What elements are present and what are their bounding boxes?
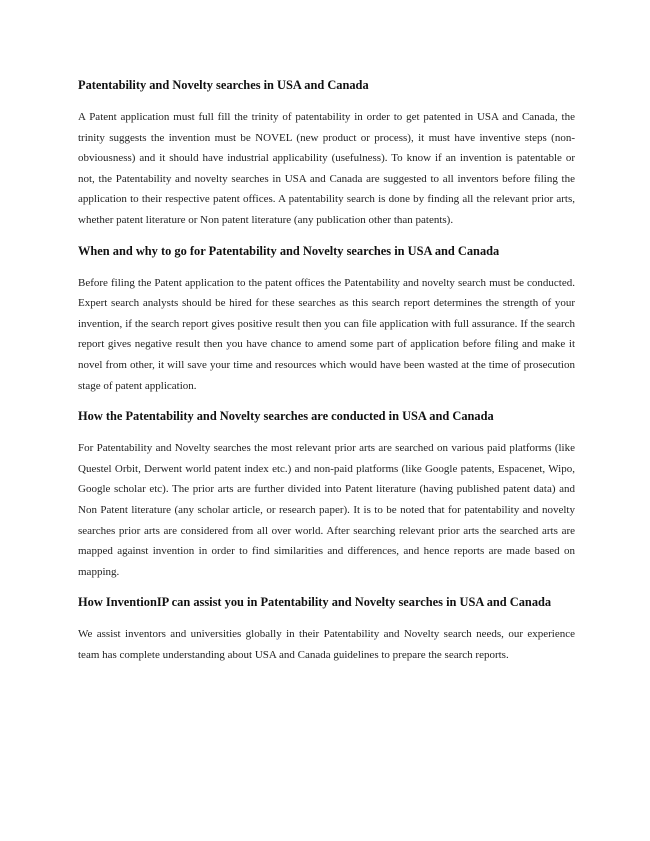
section-heading: How the Patentability and Novelty searches are conducted in USA and Canada	[78, 409, 494, 424]
section-paragraph: Before filing the Patent application to the patent offices the Patentability and novelty search must be conducted. Expert search analysts should be hired for these searches as this search report determines the strength of your invention, if the search report gives positive result then you can file application with full assurance. If the search report gives negative result then you have chance to amend some part of application before filing and make it novel from other, it will save your time and resources which would have been wasted at the time of prosecution stage of patent application.	[78, 276, 575, 392]
section-heading: When and why to go for Patentability and Novelty searches in USA and Canada	[78, 243, 500, 258]
section-patentability-novelty	[78, 77, 575, 231]
document-page	[78, 77, 575, 665]
section-paragraph: We assist inventors and universities globally in their Patentability and Novelty search needs, our experience team has complete understanding about USA and Canada guidelines to prepare the search reports.	[78, 628, 575, 661]
section-when-and-why	[78, 243, 575, 397]
section-how-conducted	[78, 408, 575, 582]
section-how-inventionip-assists	[78, 594, 575, 665]
section-heading: Patentability and Novelty searches in USA and Canada	[78, 78, 369, 92]
section-heading: How InventionIP can assist you in Patentability and Novelty searches in USA and Canada	[78, 595, 552, 610]
section-paragraph: A Patent application must full fill the trinity of patentability in order to get patented in USA and Canada, the trinity suggests the invention must be NOVEL (new product or process), it must have inventive steps (non-obviousness) and it should have industrial applicability (usefulness). To know if an invention is patentable or not, the Patentability and novelty searches in USA and Canada are suggested to all inventors before filing the application to their respective patent offices. A patentability search is done by finding all the relevant prior arts, whether patent literature or Non patent literature (any publication other than patents).	[78, 111, 575, 226]
section-paragraph: For Patentability and Novelty searches the most relevant prior arts are searched on various paid platforms (like Questel Orbit, Derwent world patent index etc.) and non-paid platforms (like Google patents, Espacenet, Wipo, Google scholar etc). The prior arts are further divided into Patent literature (having published patent data) and Non Patent literature (any scholar article, or research paper). It is to be noted that for patentability and novelty searches prior arts are considered from all over world. After searching relevant prior arts the searched arts are mapped against invention in order to find similarities and differences, and hence reports are made based on mapping.	[78, 442, 575, 578]
